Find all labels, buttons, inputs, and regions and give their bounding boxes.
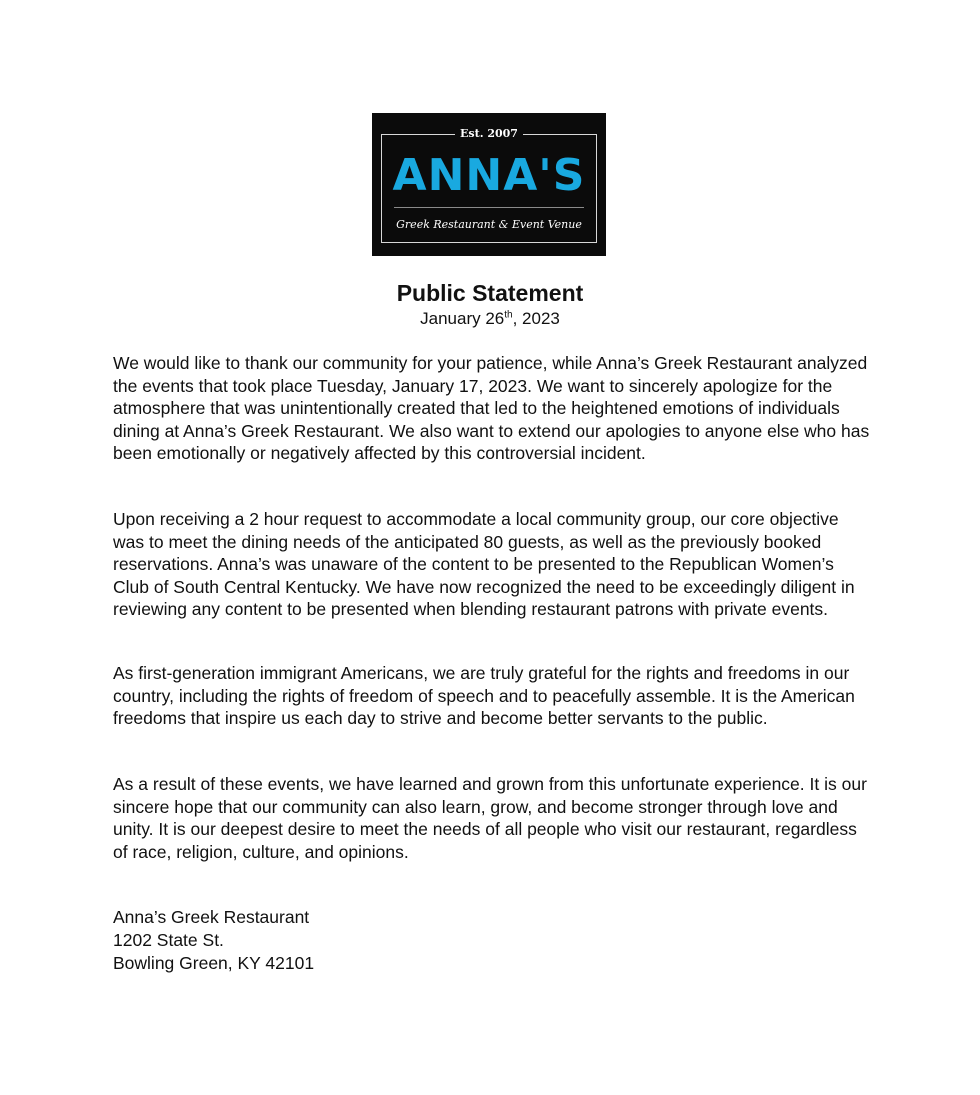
logo-divider bbox=[394, 207, 584, 208]
signature-block bbox=[113, 906, 314, 975]
paragraph-apology: We would like to thank our community for your patience, while Anna’s Greek Restaurant analyzed the events that took place Tuesday, January 17, 2023. We want to sincerely apologize for the atmosphere that was unintentionally created that led to the heightened emotions of individuals dining at Anna’s Greek Restaurant. We also want to extend our apologies to anyone else who has been emotionally or negatively affected by this controversial incident. bbox=[113, 353, 870, 463]
signature-street: 1202 State St. bbox=[113, 930, 224, 950]
logo-name: ANNA'S bbox=[392, 150, 586, 201]
signature-name: Anna’s Greek Restaurant bbox=[113, 907, 310, 927]
date-prefix: January 26 bbox=[420, 309, 505, 328]
statement-date bbox=[0, 307, 980, 331]
signature-city: Bowling Green, KY 42101 bbox=[113, 953, 315, 973]
restaurant-logo bbox=[372, 113, 606, 256]
paragraph-event-request: Upon receiving a 2 hour request to accommodate a local community group, our core objective was to meet the dining needs of the anticipated 80 guests, as well as the previously booked reservations. Anna’s was unaware of the content to be presented to the Republican Women’s Club of South Central Kentucky. We have now recognized the need to be exceedingly diligent in reviewing any content to be presented when blending restaurant patrons with private events. bbox=[113, 509, 855, 619]
logo-subtitle: Greek Restaurant & Event Venue bbox=[396, 218, 582, 231]
date-suffix-sup: th bbox=[504, 309, 513, 321]
date-year: , 2023 bbox=[512, 309, 560, 328]
paragraph-freedoms: As first-generation immigrant Americans, we are truly grateful for the rights and freedoms in our country, including the rights of freedom of speech and to peacefully assemble. It is the American freedoms that inspire us each day to strive and become better servants to the public. bbox=[113, 663, 855, 728]
paragraph-conclusion: As a result of these events, we have learned and grown from this unfortunate experience. It is our sincere hope that our community can also learn, grow, and become stronger through love and unity. It is our deepest desire to meet the needs of all people who visit our restaurant, regardless of race, religion, culture, and opinions. bbox=[113, 774, 867, 862]
logo-established bbox=[372, 124, 606, 144]
logo-established-text: Est. 2007 bbox=[455, 127, 523, 140]
page-title: Public Statement bbox=[396, 280, 584, 306]
